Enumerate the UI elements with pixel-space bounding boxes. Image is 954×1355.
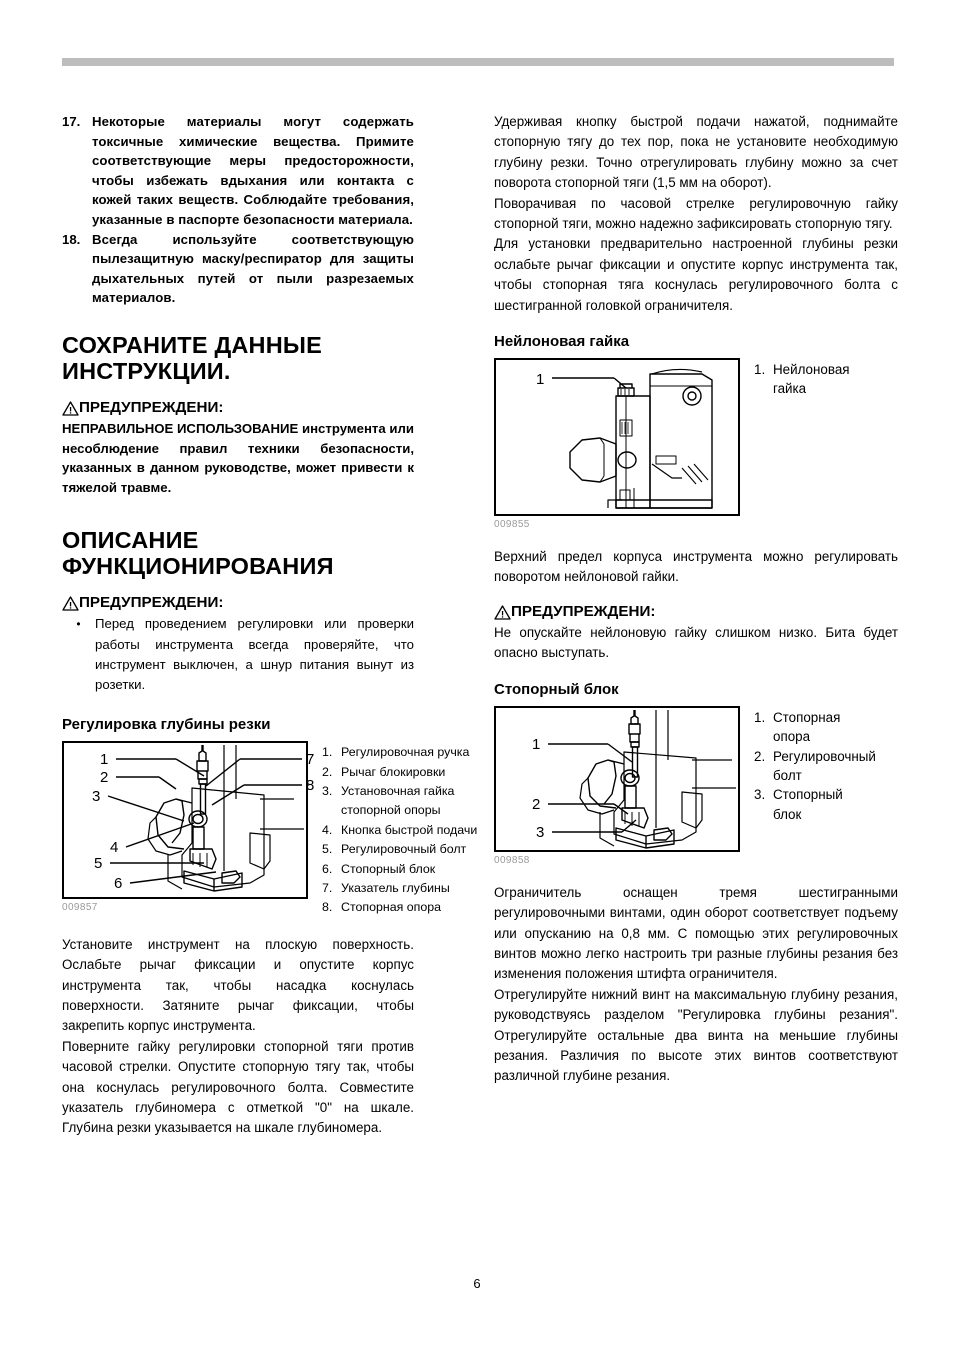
list-item-text: Всегда используйте соответствующую пылезащитную маску/респиратор для защиты дыхательных путей от пыли разрезаемых материалов. bbox=[92, 231, 414, 306]
legend-text: Стопорная опора bbox=[341, 900, 442, 915]
warning-triangle-icon bbox=[62, 401, 79, 416]
list-item-text: Некоторые материалы могут содержать токсичные химические вещества. Примите соответствующие меры предосторожности, чтобы избежать вдыхания или контакта с кожей таких веществ. Соблюдайте требования, указанные в паспорте безопасности материала. bbox=[92, 114, 414, 227]
paragraph: Ограничитель оснащен тремя шестигранными регулировочными винтами, один оборот соответствует подъему или опусканию на 0,8 мм. С помощью этих регулировочных винтов можно легко настроить три разные глубины резания без изменения положения штифта ограничителя. bbox=[494, 884, 898, 982]
warning-triangle-icon bbox=[62, 596, 79, 611]
figure-callout: 6 bbox=[114, 875, 123, 893]
warning-triangle-icon bbox=[494, 605, 511, 620]
legend-item bbox=[754, 785, 898, 804]
legend-number: 2. bbox=[322, 764, 333, 779]
figure-image-stopper bbox=[494, 706, 740, 852]
legend-item bbox=[754, 360, 898, 379]
figure-callout: 5 bbox=[94, 855, 103, 873]
legend-number: 7. bbox=[322, 880, 333, 895]
legend-number: 6. bbox=[322, 861, 333, 876]
warning-body: НЕПРАВИЛЬНОЕ ИСПОЛЬЗОВАНИЕ инструмента или несоблюдение правил техники безопасности, указанных в данном руководстве, может привести к тяжелой травме. bbox=[62, 420, 414, 495]
figure-callout: 7 bbox=[306, 751, 315, 769]
figure-id: 009855 bbox=[494, 519, 530, 531]
figure-legend bbox=[740, 358, 898, 399]
right-column bbox=[432, 112, 954, 1139]
legend-item-continuation bbox=[754, 379, 898, 398]
legend-text: Регулировочная ручка bbox=[341, 745, 470, 760]
list-item-number: 18. bbox=[62, 231, 81, 247]
list-item bbox=[62, 112, 414, 230]
legend-text: Стопорный bbox=[773, 787, 843, 803]
figure-id: 009857 bbox=[62, 902, 98, 914]
safety-instruction-list bbox=[62, 112, 414, 308]
figure-callout: 4 bbox=[110, 839, 119, 857]
depth-adjustment-paragraphs bbox=[62, 935, 414, 1139]
legend-text: Регулировочный bbox=[773, 748, 876, 764]
legend-number: 1. bbox=[322, 745, 333, 760]
heading-save-instructions: СОХРАНИТЕ ДАННЫЕ ИНСТРУКЦИИ. bbox=[62, 331, 322, 384]
legend-text: болт bbox=[773, 767, 802, 783]
legend-number: 1. bbox=[754, 362, 766, 378]
warning-label: ПРЕДУПРЕЖДЕНИ: bbox=[511, 602, 656, 620]
figure-depth-adjustment bbox=[62, 741, 478, 918]
legend-number: 2. bbox=[754, 748, 766, 764]
figure-callout: 2 bbox=[532, 795, 541, 813]
warning-bullet-item bbox=[62, 614, 414, 695]
figure-callout: 2 bbox=[100, 769, 109, 787]
legend-text: Установочная гайка bbox=[341, 783, 455, 798]
paragraph: Удерживая кнопку быстрой подачи нажатой, поднимайте стопорную тягу до тех пор, пока не установите необходимую глубину резки. Точно отрегулировать глубину можно за счет поворота стопорной тяги (1,5 мм на оборот). bbox=[494, 114, 898, 191]
nylon-nut-paragraph-block bbox=[494, 547, 898, 588]
paragraph: Поворачивая по часовой стрелке регулировочную гайку стопорной тяги, можно надежно зафиксировать стопорную тягу. bbox=[494, 195, 898, 232]
warning-bullet-text: Перед проведением регулировки или проверки работы инструмента всегда проверяйте, что инструмент выключен, а шнур питания вынут из розетки. bbox=[95, 616, 414, 692]
legend-number: 3. bbox=[754, 787, 766, 803]
figure-callout: 1 bbox=[532, 735, 541, 753]
list-item-number: 17. bbox=[62, 114, 81, 129]
left-column bbox=[0, 112, 478, 1139]
figure-id: 009858 bbox=[494, 854, 530, 866]
figure-callout: 3 bbox=[536, 823, 545, 841]
legend-text: блок bbox=[773, 806, 802, 822]
legend-text: Стопорная bbox=[773, 709, 841, 725]
section-heading-nylon-nut: Нейлоновая гайка bbox=[494, 333, 630, 351]
legend-item bbox=[754, 708, 898, 727]
figure-nylon-nut bbox=[494, 358, 898, 530]
figure-image-depth bbox=[62, 741, 315, 899]
warning-heading bbox=[62, 593, 414, 612]
paragraph: Верхний предел корпуса инструмента можно регулировать поворотом нейлоновой гайки. bbox=[494, 549, 898, 585]
figure-image-nylon bbox=[494, 358, 740, 516]
legend-item-continuation bbox=[754, 805, 898, 824]
warning-label: ПРЕДУПРЕЖДЕНИ: bbox=[79, 594, 224, 612]
legend-item-continuation bbox=[754, 766, 898, 785]
legend-item bbox=[754, 747, 898, 766]
warning-label: ПРЕДУПРЕЖДЕНИ: bbox=[79, 398, 224, 416]
legend-number: 8. bbox=[322, 900, 333, 915]
paragraph: Поверните гайку регулировки стопорной тяги против часовой стрелки. Опустите стопорную тягу так, чтобы она коснулась регулировочного болта. Совместите указатель глубиномера с отметкой "0" на шкале. Глубина резки указывается на шкале глубиномера. bbox=[62, 1038, 414, 1136]
section-heading-stopper-block: Стопорный блок bbox=[494, 680, 619, 698]
legend-text: Регулировочный болт bbox=[341, 842, 467, 857]
figure-callout: 8 bbox=[306, 777, 315, 795]
legend-number: 4. bbox=[322, 822, 333, 837]
legend-number: 3. bbox=[322, 783, 333, 798]
warning-heading bbox=[494, 602, 898, 621]
figure-callout: 3 bbox=[92, 788, 101, 806]
figure-callout: 1 bbox=[536, 371, 545, 389]
legend-text: Кнопка быстрой подачи bbox=[341, 822, 478, 837]
legend-text: Рычаг блокировки bbox=[341, 764, 446, 779]
paragraph: Отрегулируйте нижний винт на максимальную глубину резания, руководствуясь разделом "Регулировка глубины резания". Отрегулируйте остальные два винта на меньшие глубины резания. Различия по высоте этих винтов соответствуют различной глубине резания. bbox=[494, 986, 898, 1084]
heading-functional-description: ОПИСАНИЕ ФУНКЦИОНИРОВАНИЯ bbox=[62, 527, 334, 580]
section-heading-depth-adjustment: Регулировка глубины резки bbox=[62, 716, 271, 734]
figure-legend bbox=[740, 706, 898, 824]
legend-item-continuation bbox=[754, 727, 898, 746]
paragraph: Для установки предварительно настроенной глубины резки ослабьте рычаг фиксации и опустите корпус инструмента так, чтобы стопорная тяга коснулась регулировочного болта с шестигранной головкой ограничителя. bbox=[494, 236, 898, 313]
figure-callout: 1 bbox=[100, 751, 109, 769]
legend-text: стопорной опоры bbox=[341, 803, 441, 818]
legend-text: Стопорный блок bbox=[341, 861, 436, 876]
legend-text: Нейлоновая bbox=[773, 362, 850, 378]
paragraph: Установите инструмент на плоскую поверхность. Ослабьте рычаг фиксации и опустите корпус инструмента так, чтобы насадка коснулась поверхности. Затяните рычаг фиксации, чтобы закрепить корпус инструмента. bbox=[62, 936, 414, 1034]
figure-stopper-block bbox=[494, 706, 898, 866]
legend-number: 1. bbox=[754, 709, 766, 725]
header-rule bbox=[62, 58, 894, 66]
legend-number: 5. bbox=[322, 842, 333, 857]
bullet-marker: • bbox=[76, 617, 81, 632]
legend-text: гайка bbox=[773, 381, 807, 397]
legend-text: опора bbox=[773, 729, 811, 745]
two-column-layout bbox=[0, 112, 954, 1139]
warning-heading bbox=[62, 398, 414, 417]
legend-text: Указатель глубины bbox=[341, 880, 450, 895]
page-number: 6 bbox=[473, 1276, 481, 1291]
warning-body: Не опускайте нейлоновую гайку слишком низко. Бита будет опасно выступать. bbox=[494, 624, 898, 661]
list-item bbox=[62, 230, 414, 308]
stopper-block-paragraphs bbox=[494, 883, 898, 1087]
